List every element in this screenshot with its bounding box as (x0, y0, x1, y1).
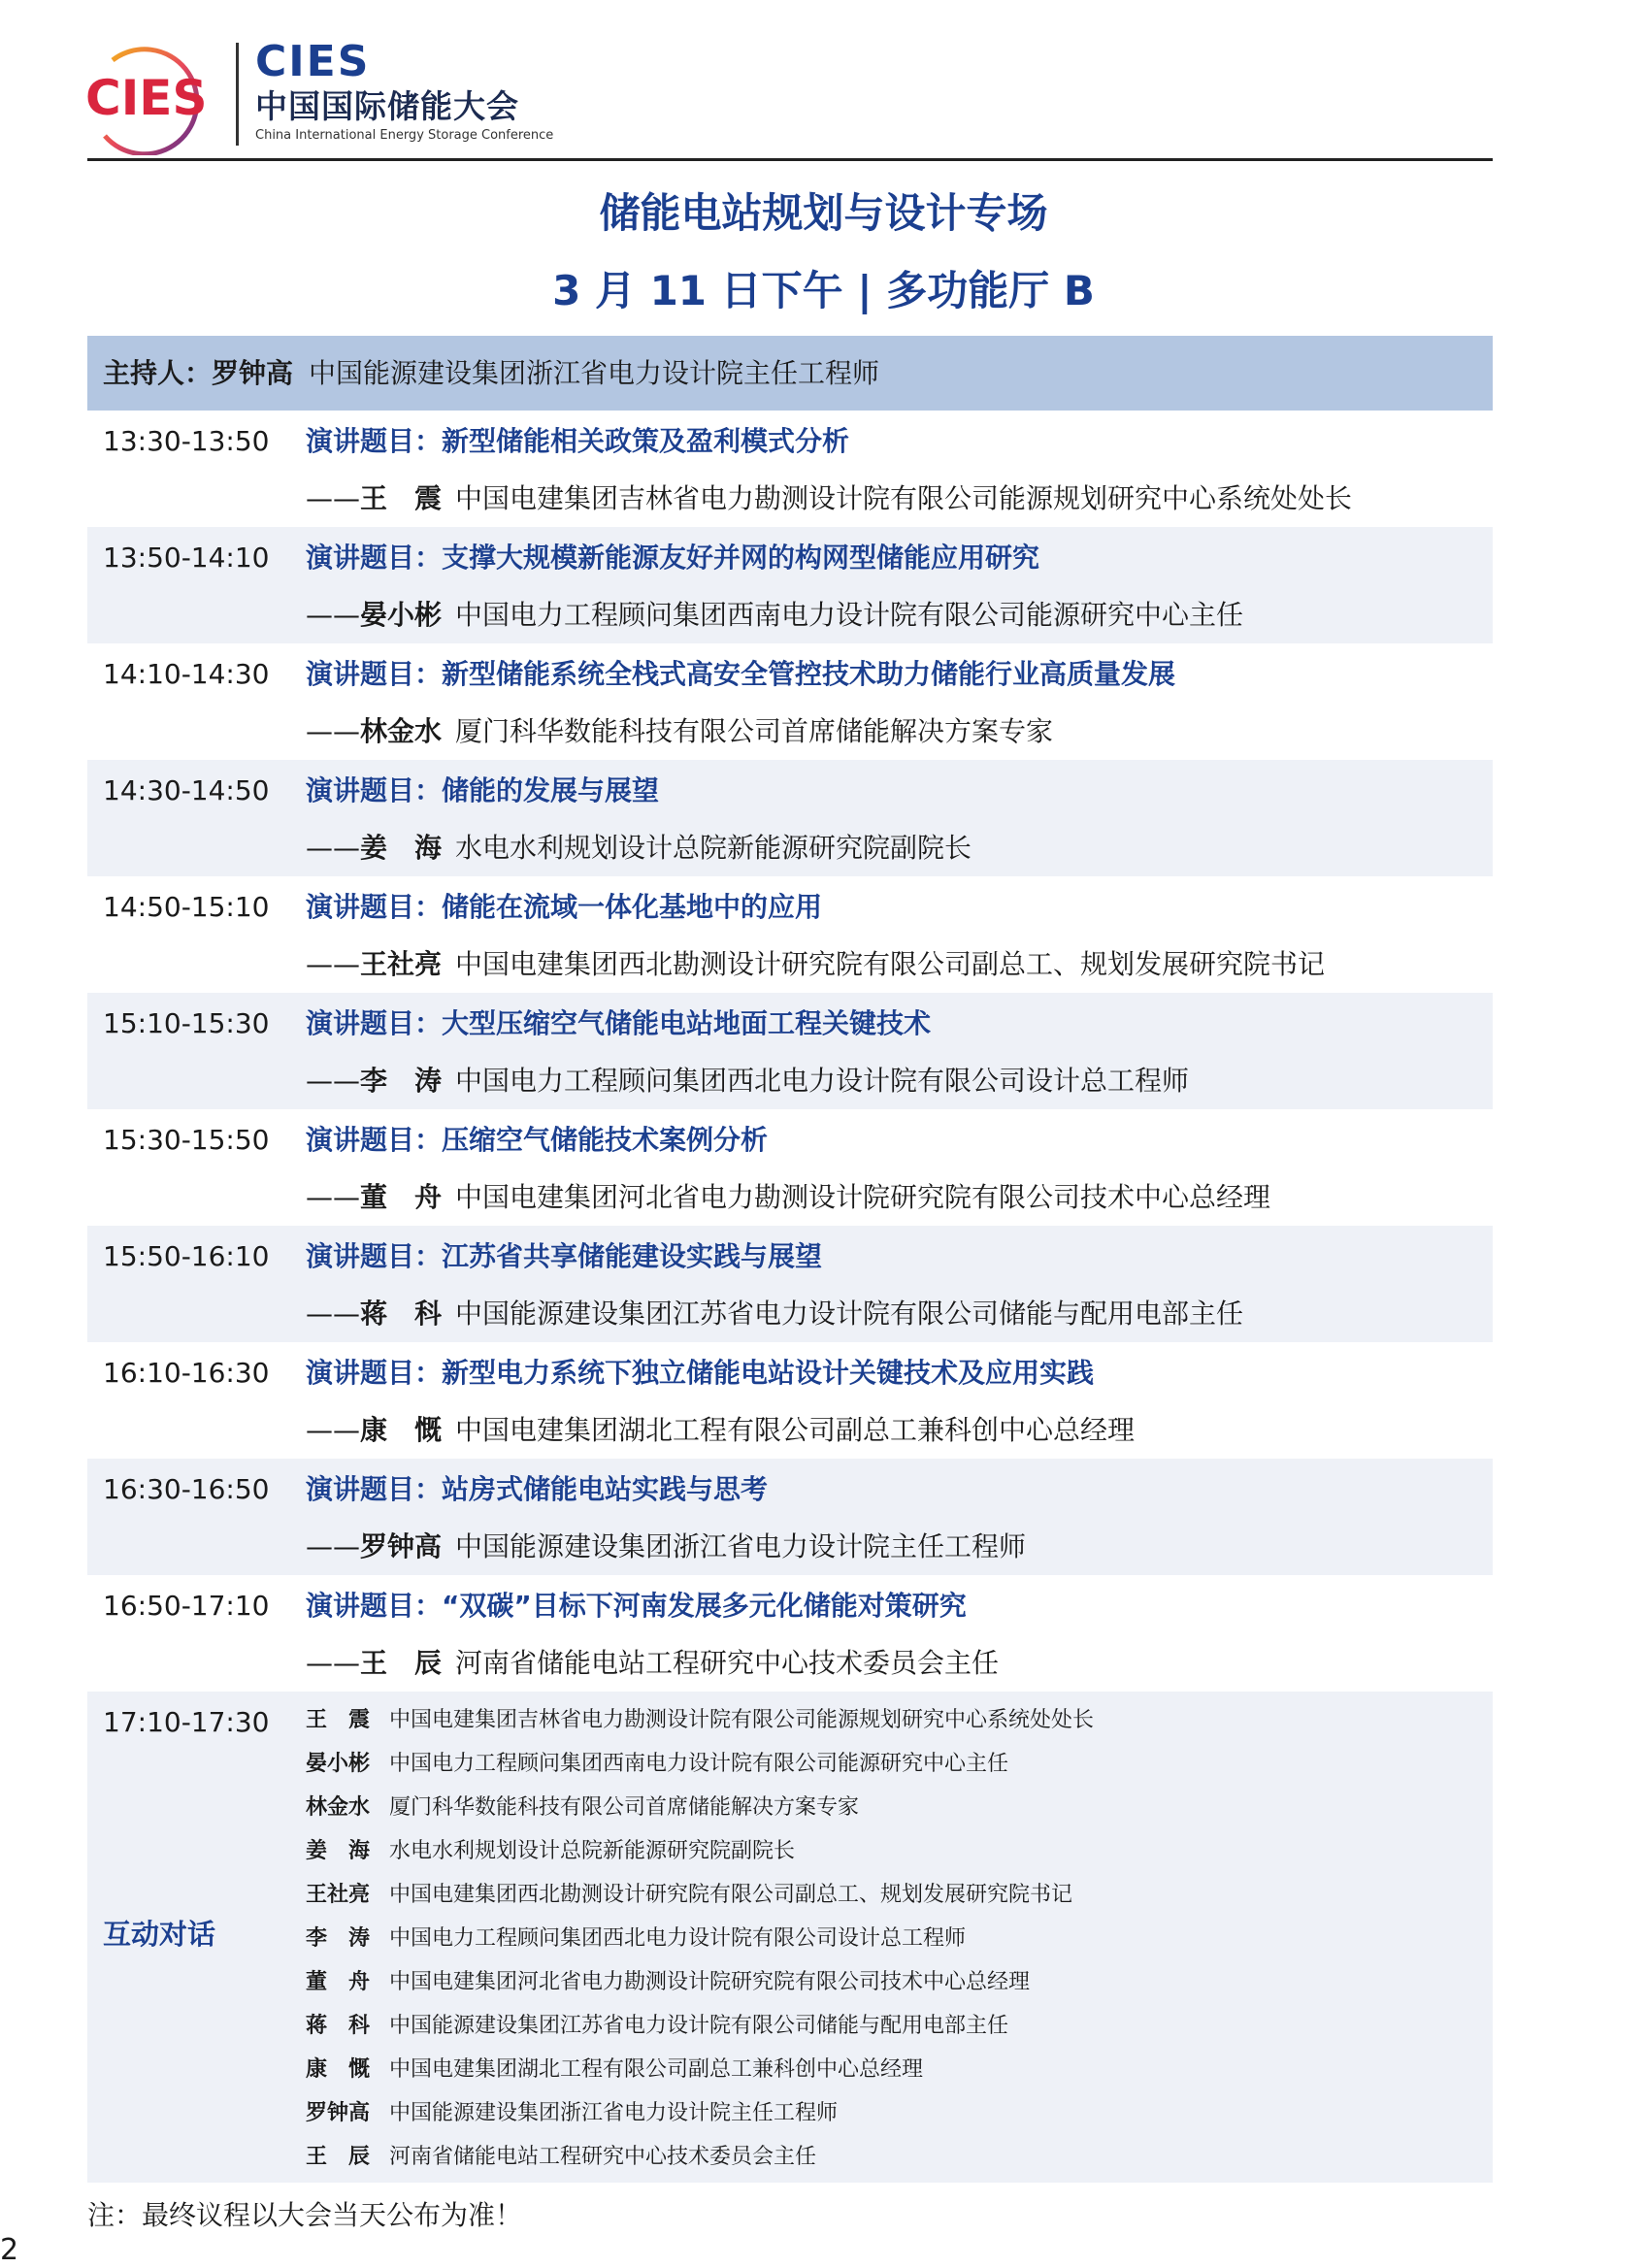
session-speaker (306, 1180, 1270, 1215)
panel-member-name: 蒋 科 (306, 2014, 371, 2038)
agenda-row (87, 1109, 1493, 1226)
speaker-dash: —— (306, 1530, 360, 1562)
panel-member (306, 1792, 1094, 1836)
footnote: 注：最终议程以大会当天公布为准！ (87, 2199, 523, 2231)
session-time: 16:50-17:10 (103, 1590, 270, 1622)
speaker-org: 中国电力工程顾问集团西北电力设计院有限公司设计总工程师 (455, 1065, 1190, 1097)
header (83, 35, 1489, 153)
speaker-org: 中国电建集团河北省电力勘测设计院研究院有限公司技术中心总经理 (455, 1181, 1271, 1213)
session-topic: 演讲题目：储能在流域一体化基地中的应用 (306, 891, 823, 923)
agenda-row (87, 876, 1493, 993)
speaker-org: 中国电建集团吉林省电力勘测设计院有限公司能源规划研究中心系统处处长 (455, 482, 1353, 514)
speaker-name: 王 震 (360, 482, 443, 514)
panel-member (306, 1836, 1094, 1880)
speaker-org: 中国电建集团湖北工程有限公司副总工兼科创中心总经理 (455, 1414, 1136, 1446)
session-topic: 演讲题目：大型压缩空气储能电站地面工程关键技术 (306, 1007, 932, 1039)
logo-text: CIES (85, 70, 208, 126)
session-speaker (306, 1064, 1189, 1099)
brand-cies: CIES (255, 37, 371, 86)
brand-name-cn: 中国国际储能大会 (255, 87, 519, 125)
session-topic: 演讲题目：压缩空气储能技术案例分析 (306, 1124, 769, 1156)
page-title: 储能电站规划与设计专场 (599, 189, 1048, 237)
agenda-row (87, 1459, 1493, 1575)
speaker-name: 王社亮 (360, 948, 443, 980)
session-topic: 演讲题目：新型电力系统下独立储能电站设计关键技术及应用实践 (306, 1357, 1095, 1389)
agenda-row (87, 993, 1493, 1109)
panel-member-org: 厦门科华数能科技有限公司首席储能解决方案专家 (389, 1795, 860, 1820)
session-time: 16:10-16:30 (103, 1357, 270, 1389)
panel-member-name: 董 舟 (306, 1970, 371, 1994)
panel-member-org: 中国电力工程顾问集团西南电力设计院有限公司能源研究中心主任 (389, 1752, 1009, 1776)
session-list (87, 411, 1493, 1692)
panel-member (306, 1705, 1094, 1749)
brand-name-en: China International Energy Storage Conference (255, 128, 554, 143)
agenda-row (87, 1575, 1493, 1692)
panel-member (306, 2054, 1094, 2098)
header-divider (87, 158, 1493, 161)
speaker-name: 林金水 (360, 715, 443, 747)
agenda-row (87, 411, 1493, 527)
speaker-name: 董 舟 (360, 1181, 443, 1213)
speaker-dash: —— (306, 1647, 360, 1679)
session-speaker (306, 481, 1352, 516)
panel-member-org: 中国能源建设集团江苏省电力设计院有限公司储能与配用电部主任 (389, 2014, 1009, 2038)
panel-member-org: 中国电建集团湖北工程有限公司副总工兼科创中心总经理 (389, 2057, 924, 2082)
session-date-venue: 3 月 11 日下午 | 多功能厅 B (552, 267, 1095, 314)
agenda-row (87, 643, 1493, 760)
panel-member (306, 2098, 1094, 2142)
session-topic: 演讲题目：站房式储能电站实践与思考 (306, 1473, 769, 1505)
panel-discussion (87, 1692, 1493, 2183)
panel-member-name: 姜 海 (306, 1839, 371, 1863)
page-number: 2 (0, 2233, 19, 2267)
speaker-name: 晏小彬 (360, 599, 443, 631)
speaker-org: 中国电建集团西北勘测设计研究院有限公司副总工、规划发展研究院书记 (455, 948, 1326, 980)
session-time: 16:30-16:50 (103, 1473, 270, 1505)
panel-member-org: 中国电建集团西北勘测设计研究院有限公司副总工、规划发展研究院书记 (389, 1883, 1073, 1907)
panel-member-name: 晏小彬 (306, 1752, 371, 1776)
session-time: 14:30-14:50 (103, 774, 270, 806)
session-speaker (306, 714, 1053, 749)
session-speaker (306, 1413, 1135, 1448)
session-speaker (306, 947, 1325, 982)
speaker-org: 中国电力工程顾问集团西南电力设计院有限公司能源研究中心主任 (455, 599, 1244, 631)
speaker-org: 厦门科华数能科技有限公司首席储能解决方案专家 (455, 715, 1054, 747)
speaker-org: 河南省储能电站工程研究中心技术委员会主任 (455, 1647, 1000, 1679)
panel-time: 17:10-17:30 (103, 1706, 270, 1738)
panel-member-name: 康 慨 (306, 2057, 371, 2082)
panel-member-name: 罗钟高 (306, 2101, 371, 2125)
session-speaker (306, 598, 1243, 633)
session-topic: 演讲题目：支撑大规模新能源友好并网的构网型储能应用研究 (306, 542, 1040, 574)
speaker-name: 罗钟高 (360, 1530, 443, 1562)
panel-label: 互动对话 (103, 1918, 216, 1951)
speaker-org: 中国能源建设集团浙江省电力设计院主任工程师 (455, 1530, 1027, 1562)
session-topic: 演讲题目：储能的发展与展望 (306, 774, 660, 806)
speaker-name: 王 辰 (360, 1647, 443, 1679)
panel-member-org: 中国电建集团河北省电力勘测设计院研究院有限公司技术中心总经理 (389, 1970, 1031, 1994)
panel-member (306, 1923, 1094, 1967)
panel-member-org: 水电水利规划设计总院新能源研究院副院长 (389, 1839, 796, 1863)
session-topic: 演讲题目：新型储能系统全栈式高安全管控技术助力储能行业高质量发展 (306, 658, 1176, 690)
speaker-dash: —— (306, 715, 360, 747)
panel-member (306, 1749, 1094, 1792)
panel-member-name: 李 涛 (306, 1926, 371, 1951)
logo-divider (236, 43, 239, 146)
panel-member-name: 林金水 (306, 1795, 371, 1820)
session-topic: 演讲题目：江苏省共享储能建设实践与展望 (306, 1240, 823, 1272)
agenda-row (87, 760, 1493, 876)
panel-member (306, 1967, 1094, 2011)
agenda-table (87, 336, 1493, 2183)
speaker-name: 蒋 科 (360, 1298, 443, 1330)
session-speaker (306, 1646, 999, 1681)
speaker-org: 中国能源建设集团江苏省电力设计院有限公司储能与配用电部主任 (455, 1298, 1244, 1330)
session-speaker (306, 831, 972, 866)
speaker-org: 水电水利规划设计总院新能源研究院副院长 (455, 832, 972, 864)
session-time: 14:10-14:30 (103, 658, 270, 690)
speaker-dash: —— (306, 832, 360, 864)
session-time: 13:30-13:50 (103, 425, 270, 457)
speaker-dash: —— (306, 482, 360, 514)
panel-member (306, 1880, 1094, 1923)
speaker-dash: —— (306, 1181, 360, 1213)
cies-logo-icon (83, 43, 219, 155)
session-time: 15:10-15:30 (103, 1007, 270, 1039)
panel-member-list (306, 1705, 1094, 2186)
speaker-dash: —— (306, 1065, 360, 1097)
agenda-row (87, 1226, 1493, 1342)
host-label: 主持人： (103, 356, 213, 389)
panel-member-org: 中国电建集团吉林省电力勘测设计院有限公司能源规划研究中心系统处处长 (389, 1708, 1095, 1732)
panel-member-name: 王社亮 (306, 1883, 371, 1907)
speaker-dash: —— (306, 1414, 360, 1446)
session-time: 15:30-15:50 (103, 1124, 270, 1156)
speaker-name: 李 涛 (360, 1065, 443, 1097)
panel-member-org: 河南省储能电站工程研究中心技术委员会主任 (389, 2145, 817, 2169)
speaker-dash: —— (306, 599, 360, 631)
host-name: 罗钟高 (212, 356, 294, 389)
session-time: 13:50-14:10 (103, 542, 270, 574)
session-speaker (306, 1529, 1026, 1564)
host-title: 中国能源建设集团浙江省电力设计院主任工程师 (309, 356, 880, 389)
session-topic: 演讲题目：新型储能相关政策及盈利模式分析 (306, 425, 850, 457)
panel-member (306, 2142, 1094, 2186)
session-time: 14:50-15:10 (103, 891, 270, 923)
session-topic: 演讲题目：“双碳”目标下河南发展多元化储能对策研究 (306, 1590, 967, 1622)
panel-member (306, 2011, 1094, 2054)
agenda-row (87, 527, 1493, 643)
host-row (87, 336, 1493, 411)
panel-member-org: 中国能源建设集团浙江省电力设计院主任工程师 (389, 2101, 839, 2125)
session-speaker (306, 1297, 1243, 1331)
panel-member-org: 中国电力工程顾问集团西北电力设计院有限公司设计总工程师 (389, 1926, 967, 1951)
session-time: 15:50-16:10 (103, 1240, 270, 1272)
panel-member-name: 王 辰 (306, 2145, 371, 2169)
speaker-dash: —— (306, 1298, 360, 1330)
speaker-dash: —— (306, 948, 360, 980)
panel-member-name: 王 震 (306, 1708, 371, 1732)
speaker-name: 姜 海 (360, 832, 443, 864)
speaker-name: 康 慨 (360, 1414, 443, 1446)
agenda-row (87, 1342, 1493, 1459)
